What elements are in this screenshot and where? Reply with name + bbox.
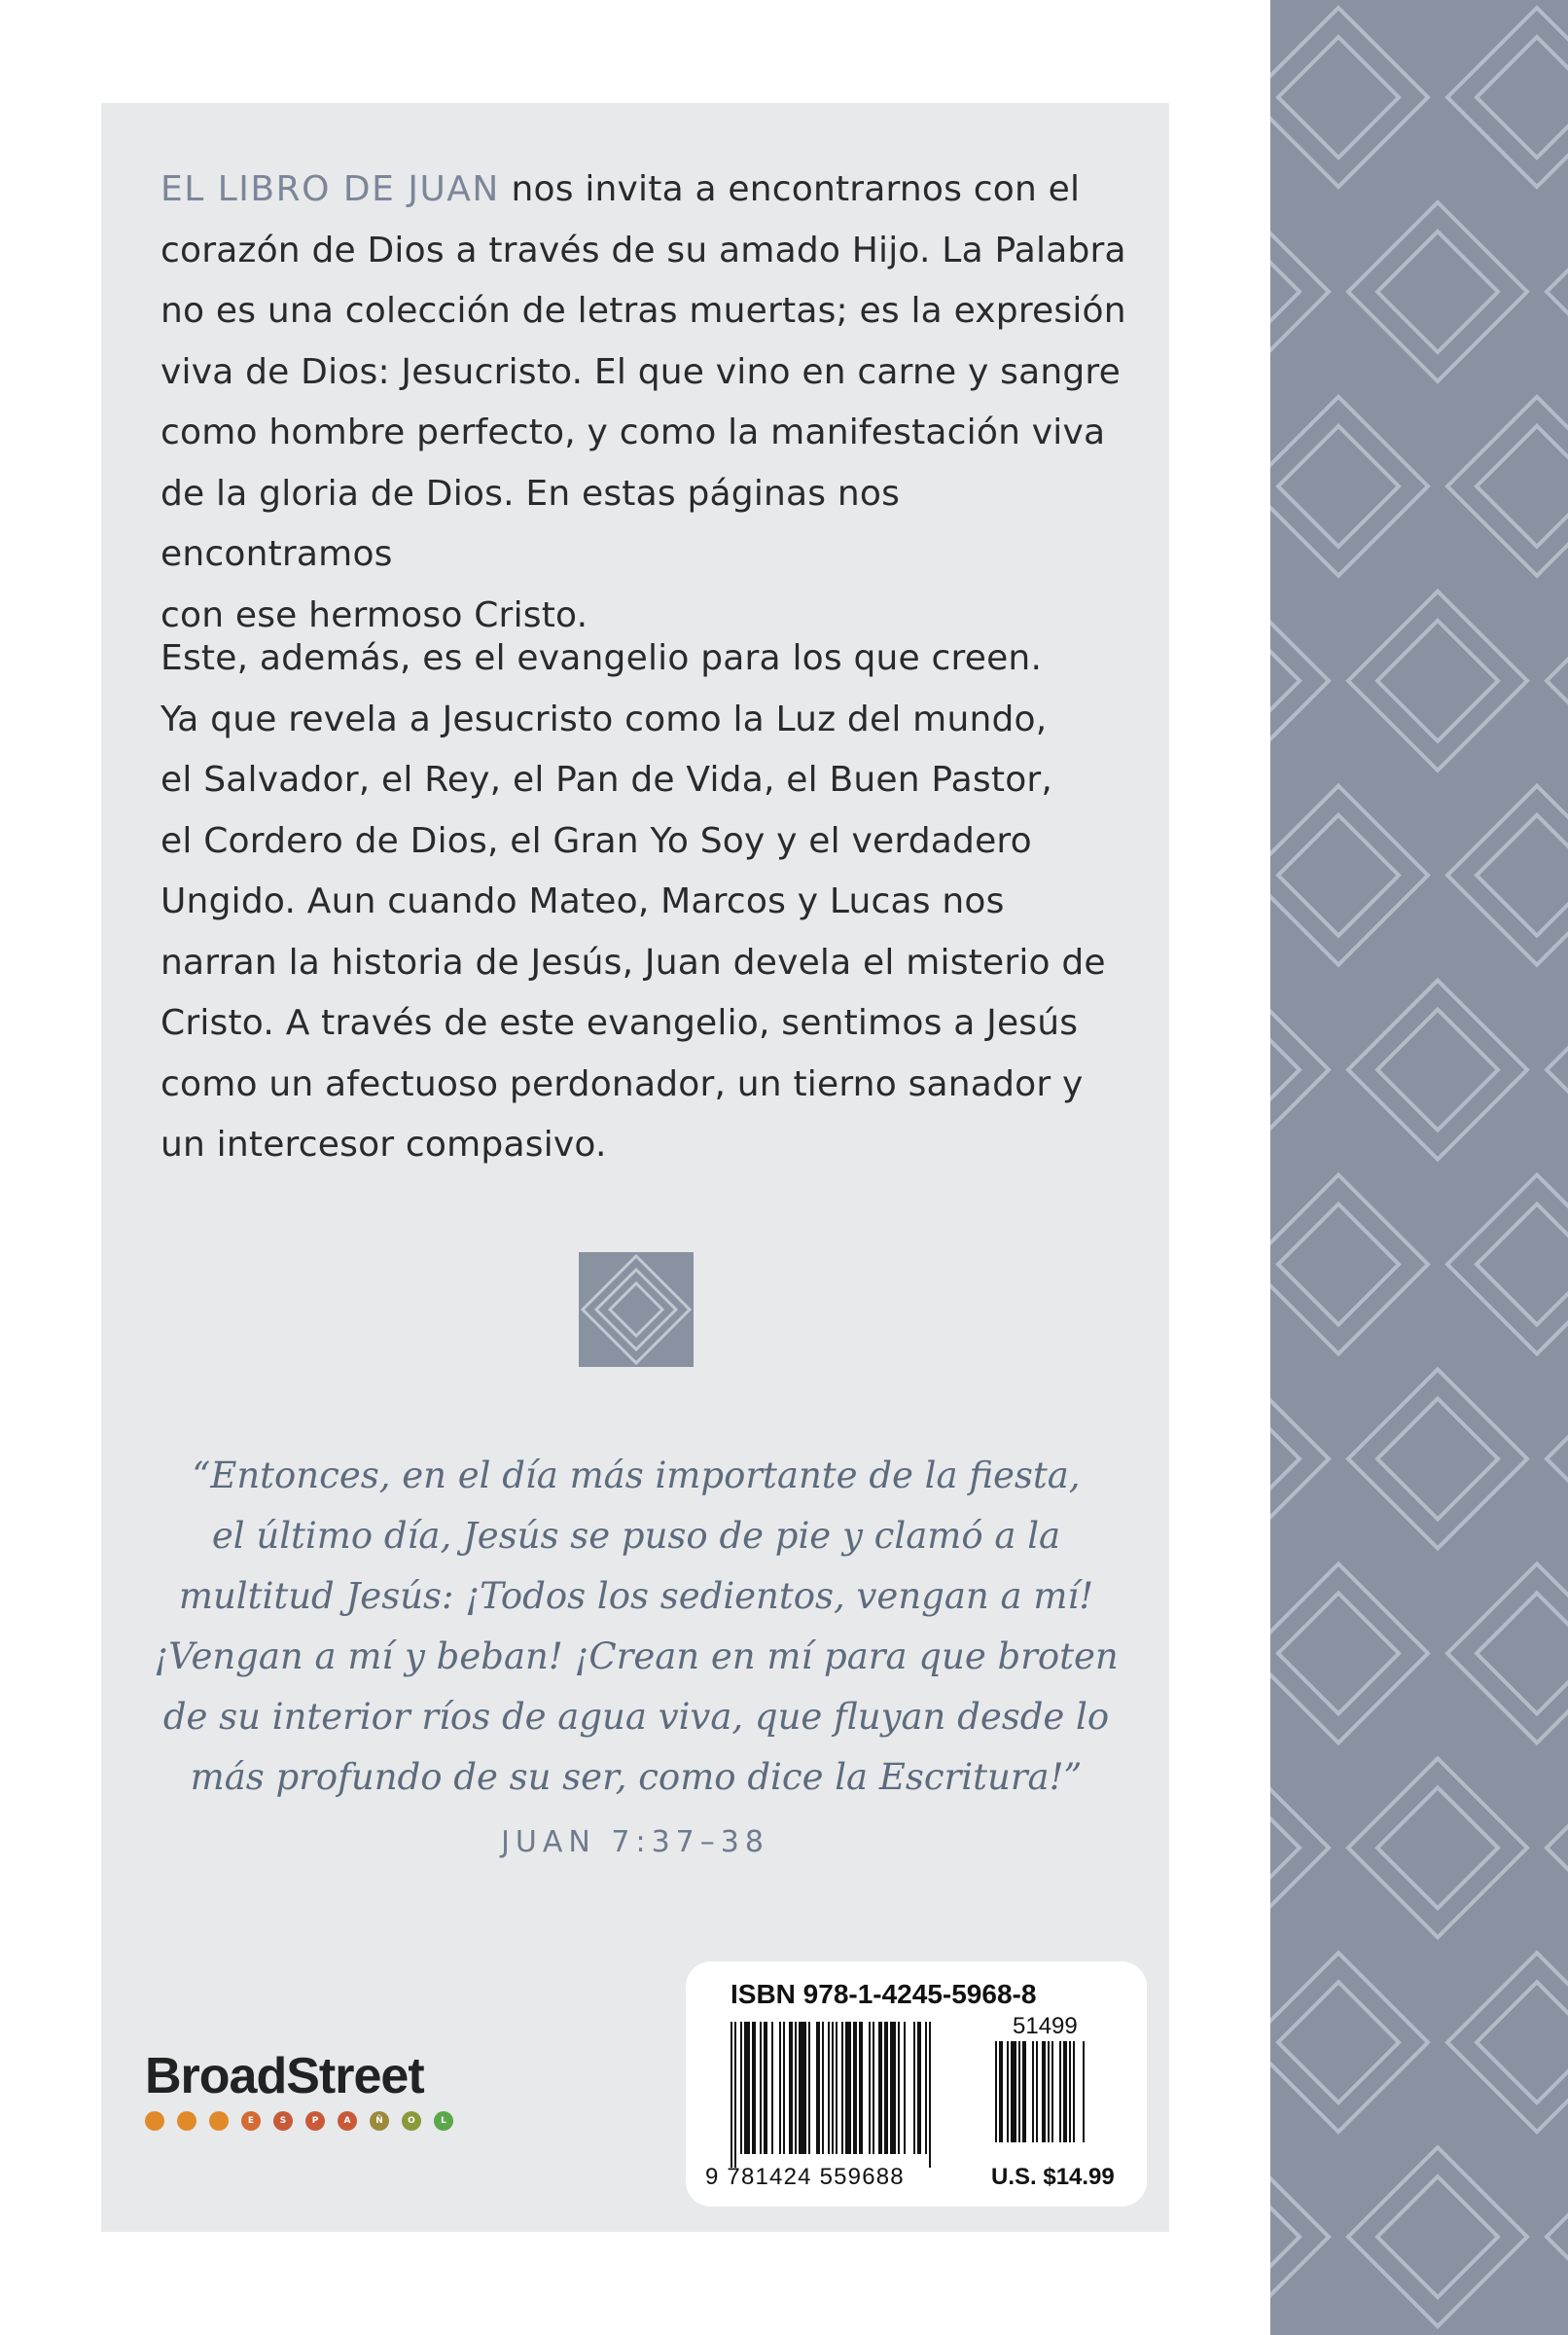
isbn-label: ISBN 978-1-4245-5968-8 — [731, 1979, 1037, 2009]
price-addon-number: 51499 — [1013, 2013, 1078, 2039]
publisher-dot — [145, 2111, 164, 2131]
description-paragraph-2: Este, además, es el evangelio para los que creen. Ya que revela a Jesucristo como la Luz del mundo, el Salvador, el Rey, el Pan de Vida, el Buen Pastor, el Cordero de Dios, el Gran Yo Soy y el verdadero Ungido. Aun cuando Mateo, Marcos y Lucas nos narran la historia de Jesús, Juan devela el misterio de Cristo. A través de este evangelio, sentimos a Jesús como un afectuoso perdonador, un tierno sanador y un intercesor compasivo. — [160, 638, 1106, 1165]
scripture-quote: “Entonces, en el día más importante de la fiesta, el último día, Jesús se puso de pie y clamó a la multitud Jesús: ¡Todos los sedientos, vengan a mí! ¡Vengan a mí y beban! ¡Crean en mí para que broten de su interior ríos de agua viva, que fluyan desde lo más profundo de su ser, como dice la Escritura!” — [154, 1455, 1119, 1798]
ean-barcode — [731, 2022, 985, 2168]
publisher-logo — [145, 2049, 495, 2156]
barcode-box — [686, 1961, 1147, 2207]
publisher-dot: E — [241, 2111, 261, 2131]
publisher-dot — [177, 2111, 196, 2131]
publisher-name: BroadStreet — [145, 2048, 424, 2104]
diamond-pattern-spine — [1270, 0, 1568, 2335]
diamond-ornament-icon — [579, 1252, 694, 1367]
publisher-dot: S — [273, 2111, 293, 2131]
description-paragraph-1-text: nos invita a encontrarnos con el corazón de Dios a través de su amado Hijo. La Palabra no es una colección de letras muertas; es la expresión viva de Dios: Jesucristo. El que vino en carne y sangre como hombre perfecto, y como la manifestación viva de la gloria de Dios. En estas páginas nos encontramos con ese hermoso Cristo. — [160, 169, 1126, 635]
price: U.S. $14.99 — [991, 2164, 1115, 2190]
back-cover-panel — [101, 103, 1169, 2232]
publisher-dot: A — [338, 2111, 357, 2131]
book-title-lead: EL LIBRO DE JUAN — [160, 169, 500, 209]
publisher-dots — [145, 2111, 495, 2131]
publisher-dot: Ñ — [370, 2111, 389, 2131]
description-paragraph-1 — [160, 160, 1143, 646]
publisher-dot — [209, 2111, 229, 2131]
diamond-pattern-graphic — [1270, 0, 1568, 2335]
scripture-reference: JUAN 7:37–38 — [501, 1825, 769, 1859]
addon-barcode — [995, 2041, 1116, 2156]
publisher-dot: O — [402, 2111, 421, 2131]
ean-digits: 9 781424 559688 — [705, 2164, 905, 2190]
publisher-dot: P — [305, 2111, 325, 2131]
publisher-dot: L — [434, 2111, 453, 2131]
